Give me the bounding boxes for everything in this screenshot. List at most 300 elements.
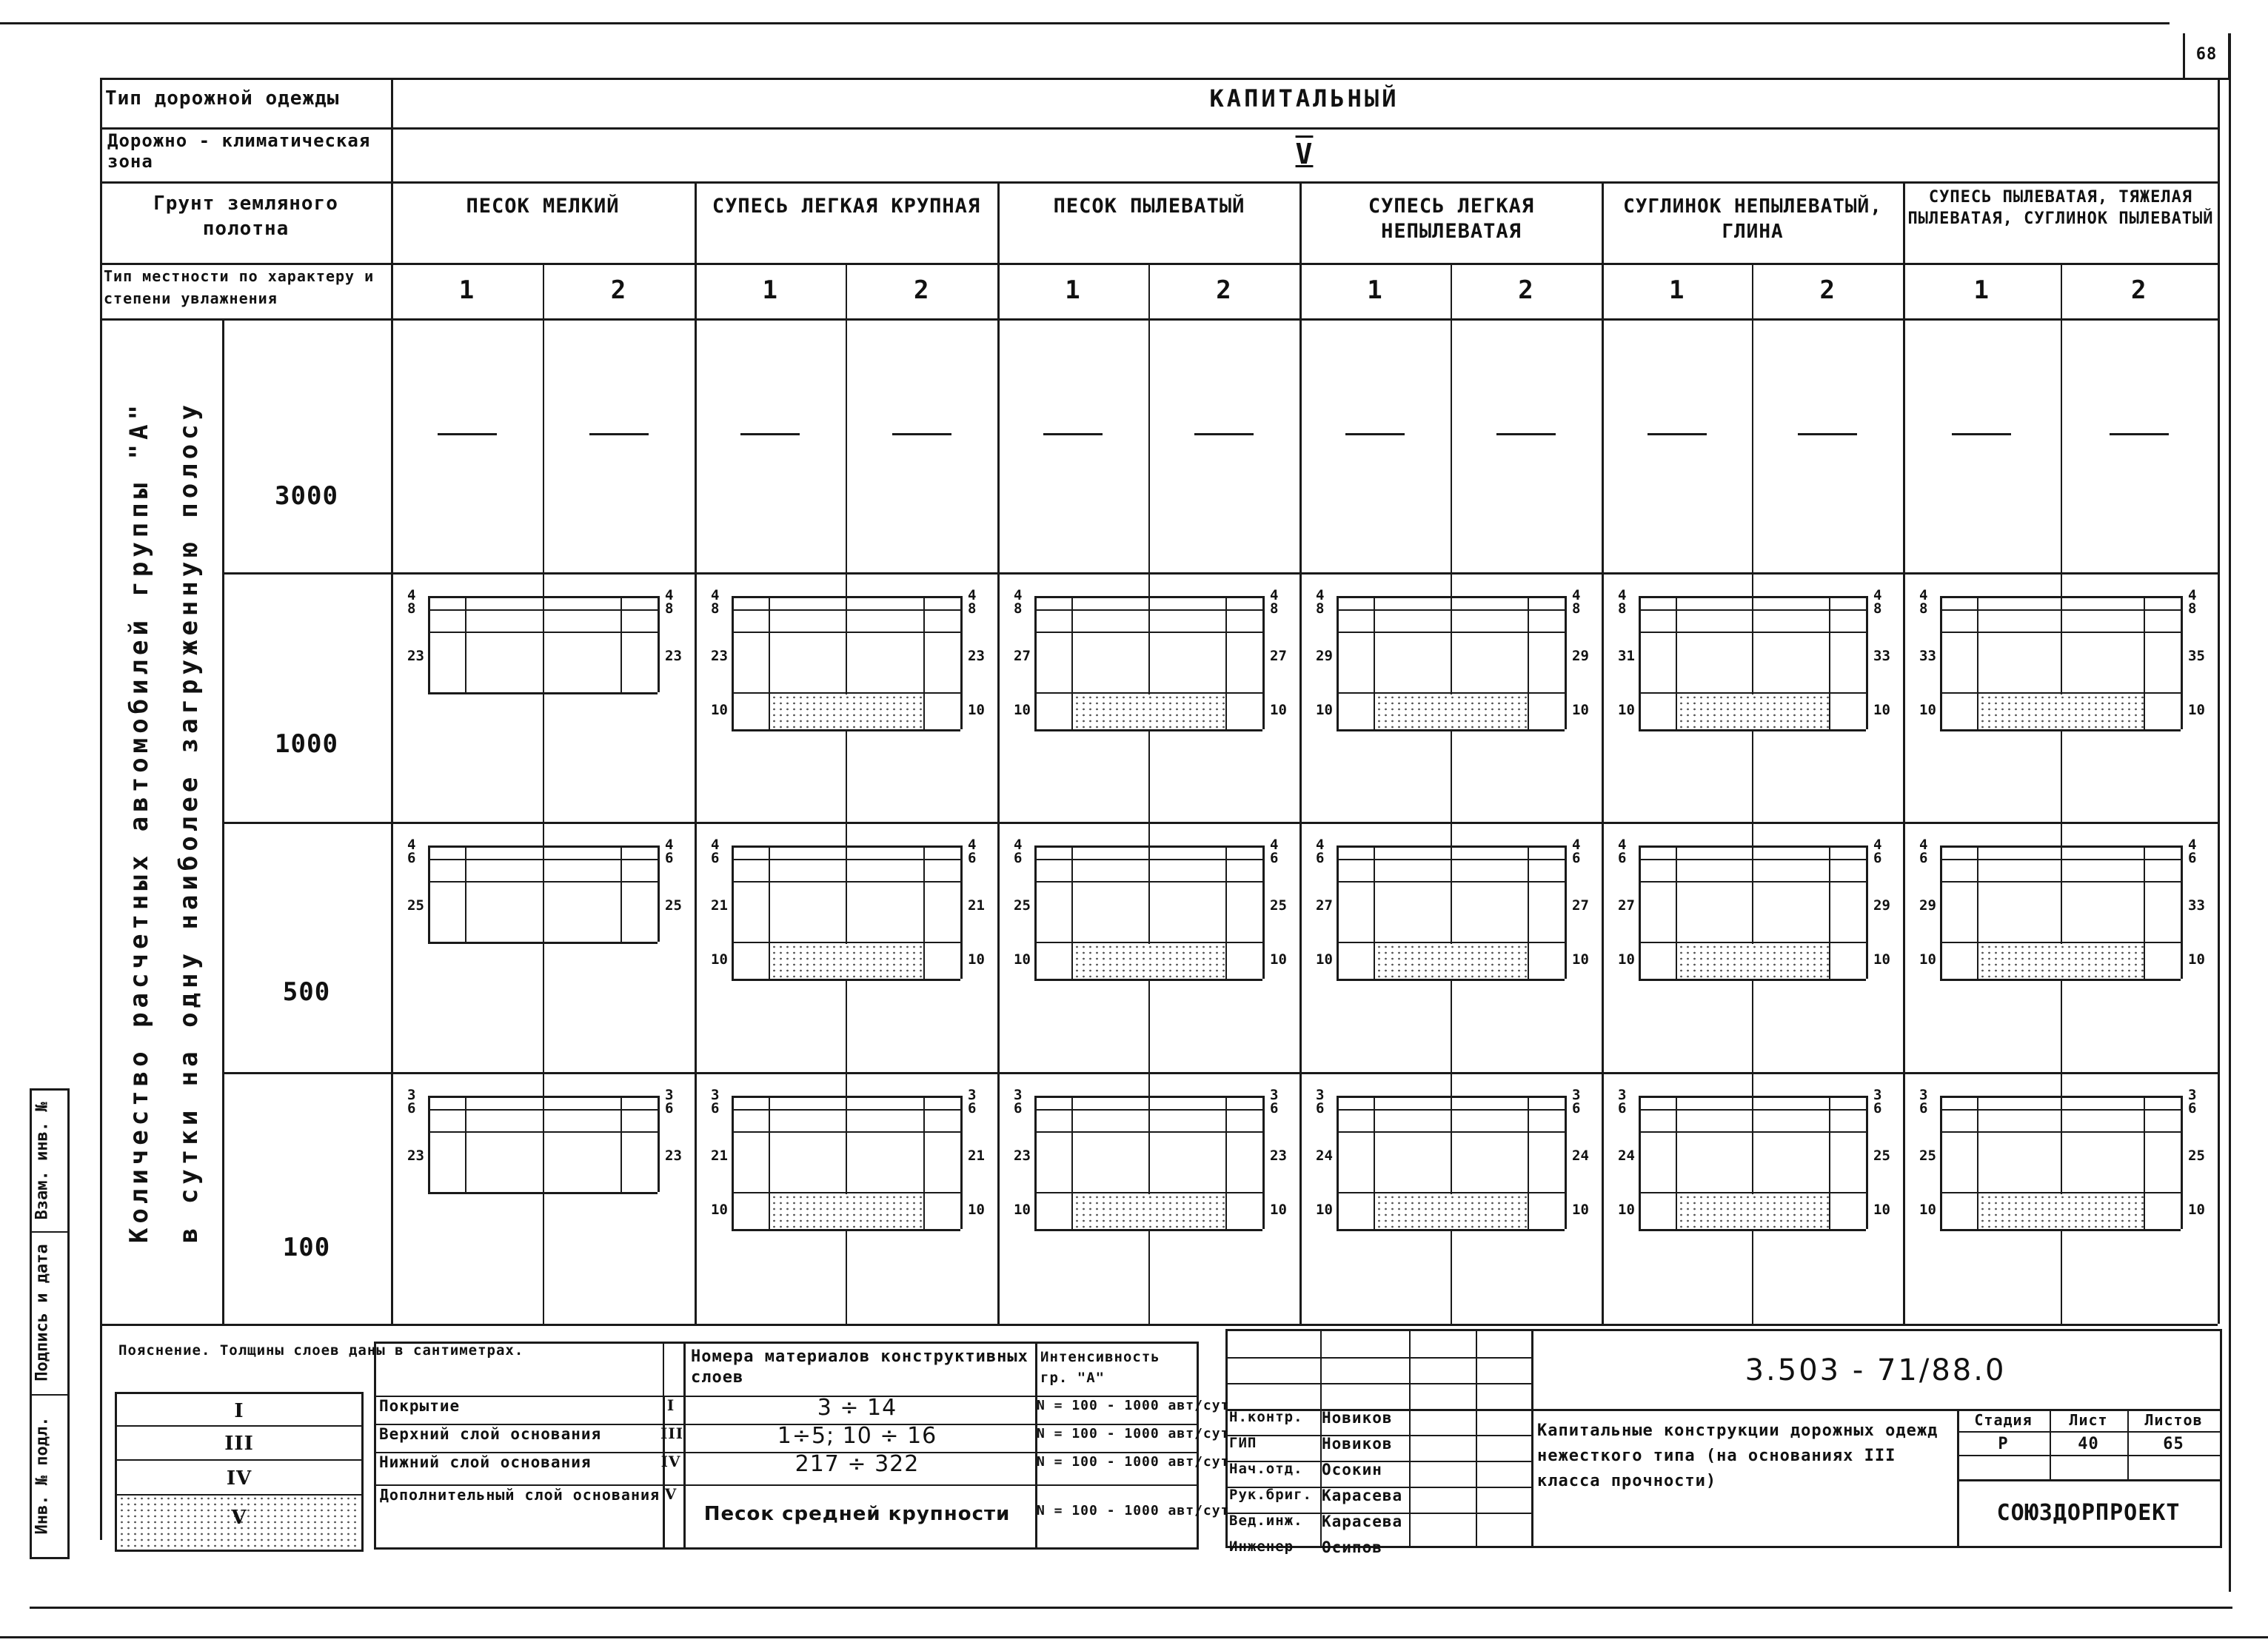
section-edge [1262, 845, 1265, 979]
staff-name: Осокин [1322, 1461, 1382, 1478]
section-inner-edge [1071, 692, 1073, 729]
section-inner-edge [2144, 692, 2145, 729]
section-edge [1940, 596, 1942, 729]
layer-thickness-left: 10 [1014, 702, 1031, 718]
sand-layer-hatch [1678, 1194, 1829, 1229]
section-edge [1565, 596, 1567, 729]
section-inner-edge [1676, 692, 1677, 729]
subgrade-label: Грунт земляного полотна [153, 192, 338, 240]
section-layer-line [1639, 1096, 1866, 1098]
sand-layer-hatch [771, 944, 923, 979]
layer-thickness-left: 6 [1316, 1100, 1325, 1116]
layer-thickness-right: 10 [968, 1202, 985, 1218]
grid-line [222, 318, 224, 1324]
section-inner-edge [769, 692, 770, 729]
section-edge [1565, 1096, 1567, 1229]
section-layer-line [732, 729, 960, 731]
section-layer-line [1337, 859, 1565, 860]
section-edge [658, 845, 660, 942]
soil-header-3: ПЕСОК ПЫЛЕВАТЫЙ [1053, 195, 1245, 218]
title-row-line [1957, 1479, 2220, 1481]
stamp-label-inventory: Инв. № подл. [33, 1416, 52, 1535]
grid-line [2218, 78, 2220, 1324]
section-layer-line [732, 596, 960, 598]
legend-intensity: N = 100 - 1000 авт/сут [1037, 1503, 1230, 1518]
section-inner-edge [1225, 845, 1227, 942]
layer-thickness-left: 25 [407, 897, 424, 914]
section-edge [732, 596, 734, 729]
section-layer-line [428, 1192, 658, 1194]
section-inner-edge [923, 596, 925, 692]
section-inner-edge [1977, 1192, 1978, 1229]
grid-line [1752, 263, 1753, 1324]
no-construction-dash [2110, 433, 2169, 435]
terrain-type-number: 2 [914, 275, 930, 305]
section-inner-edge [1071, 942, 1073, 979]
legend-materials: 3 ÷ 14 [817, 1395, 897, 1421]
section-edge [960, 1096, 963, 1229]
legend-symbol-3: III [224, 1433, 254, 1455]
terrain-type-number: 2 [1216, 275, 1232, 305]
layer-thickness-right: 4 [665, 587, 674, 603]
grid-line [2061, 263, 2062, 1324]
section-layer-line [1034, 979, 1262, 981]
section-layer-line [428, 1096, 658, 1098]
section-layer-line [1639, 1131, 1866, 1133]
section-layer-line [1034, 859, 1262, 860]
staff-name: Карасева [1322, 1513, 1403, 1530]
terrain-type-number: 2 [610, 275, 627, 305]
layer-thickness-left: 10 [711, 951, 728, 968]
layer-thickness-left: 8 [1919, 600, 1928, 617]
legend-col-line [663, 1396, 665, 1547]
section-inner-edge [1225, 1096, 1227, 1192]
layer-thickness-left: 23 [1014, 1148, 1031, 1164]
layer-thickness-left: 24 [1316, 1148, 1333, 1164]
section-layer-line [732, 632, 960, 633]
layer-thickness-right: 10 [1873, 951, 1890, 968]
section-layer-line [1337, 692, 1565, 694]
sand-layer-hatch [771, 694, 923, 729]
section-layer-line [1034, 1109, 1262, 1111]
layer-thickness-right: 8 [1873, 600, 1882, 617]
layer-thickness-left: 10 [711, 702, 728, 718]
section-inner-edge [1977, 1096, 1978, 1192]
section-layer-line [732, 609, 960, 611]
legend-intensity: N = 100 - 1000 авт/сут [1037, 1454, 1230, 1470]
section-edge [1940, 845, 1942, 979]
section-inner-edge [769, 596, 770, 692]
section-layer-line [428, 1109, 658, 1111]
legend-materials: Песок средней крупности [703, 1503, 1011, 1525]
section-layer-line [1639, 1229, 1866, 1231]
grid-line [695, 181, 697, 1324]
sheet-label: Лист [2069, 1411, 2108, 1429]
stamp-label-signature: Подпись и дата [33, 1244, 52, 1382]
section-edge [428, 845, 430, 942]
layer-thickness-right: 6 [2188, 1100, 2197, 1116]
section-layer-line [428, 632, 658, 633]
layer-thickness-left: 3 [711, 1087, 720, 1103]
no-construction-dash [1648, 433, 1707, 435]
layer-thickness-left: 4 [1618, 837, 1627, 853]
section-layer-line [1337, 596, 1565, 598]
top-trim-line [0, 22, 2170, 24]
section-edge [2181, 1096, 2183, 1229]
section-layer-line [1034, 609, 1262, 611]
section-inner-edge [2144, 942, 2145, 979]
layer-thickness-left: 4 [1014, 837, 1023, 853]
section-layer-line [1639, 596, 1866, 598]
title-row-line [1957, 1431, 2220, 1433]
section-edge [428, 1096, 430, 1192]
section-edge [1866, 845, 1868, 979]
layer-thickness-right: 35 [2188, 648, 2205, 664]
section-inner-edge [1225, 596, 1227, 692]
layer-thickness-left: 23 [407, 1148, 424, 1164]
section-layer-line [1337, 1229, 1565, 1231]
layer-thickness-left: 4 [1316, 587, 1325, 603]
section-edge [1866, 596, 1868, 729]
layer-thickness-left: 4 [1919, 837, 1928, 853]
section-edge [1337, 596, 1339, 729]
section-inner-edge [1977, 845, 1978, 942]
section-layer-line [732, 979, 960, 981]
section-layer-line [428, 596, 658, 598]
section-layer-line [1639, 609, 1866, 611]
layer-thickness-right: 23 [1270, 1148, 1287, 1164]
section-layer-line [1034, 1096, 1262, 1098]
section-inner-edge [1374, 692, 1375, 729]
layer-thickness-left: 27 [1618, 897, 1635, 914]
layer-thickness-right: 10 [1270, 951, 1287, 968]
section-layer-line [1639, 1109, 1866, 1111]
sand-layer-hatch [1979, 1194, 2144, 1229]
section-layer-line [732, 692, 960, 694]
section-edge [1262, 596, 1265, 729]
layer-thickness-left: 6 [1014, 850, 1023, 866]
legend-layer-name: Дополнительный слой основания [379, 1486, 660, 1504]
legend-symbol-divider [117, 1459, 361, 1461]
layer-thickness-right: 25 [2188, 1148, 2205, 1164]
stamp-divider [32, 1394, 67, 1396]
layer-thickness-right: 23 [968, 648, 985, 664]
sand-layer-hatch [1074, 694, 1225, 729]
section-edge [960, 845, 963, 979]
stage-value: Р [1998, 1435, 2009, 1453]
layer-thickness-left: 25 [1919, 1148, 1936, 1164]
terrain-label: Тип местности по характеру и степени увлажнения [104, 267, 375, 307]
layer-thickness-left: 10 [1618, 1202, 1635, 1218]
layer-thickness-right: 3 [1270, 1087, 1279, 1103]
section-layer-line [732, 942, 960, 943]
pavement-type-label: Тип дорожной одежды [105, 87, 340, 110]
layer-thickness-left: 10 [1919, 951, 1936, 968]
section-layer-line [1034, 596, 1262, 598]
no-construction-dash [1194, 433, 1254, 435]
layer-thickness-left: 10 [1014, 1202, 1031, 1218]
staff-role: Нач.отд. [1229, 1461, 1303, 1477]
layer-thickness-left: 24 [1618, 1148, 1635, 1164]
sand-layer-hatch [1678, 694, 1829, 729]
layer-thickness-right: 6 [1572, 1100, 1581, 1116]
layer-thickness-left: 4 [1316, 837, 1325, 853]
section-layer-line [1337, 979, 1565, 981]
terrain-type-number: 2 [1518, 275, 1534, 305]
layer-thickness-right: 10 [1270, 702, 1287, 718]
section-inner-edge [1829, 1192, 1830, 1229]
section-inner-edge [2144, 1096, 2145, 1192]
layer-thickness-right: 21 [968, 897, 985, 914]
sand-layer-hatch [1376, 1194, 1528, 1229]
section-layer-line [1034, 1131, 1262, 1133]
sand-layer-hatch [1979, 694, 2144, 729]
legend-symbol-5: V [231, 1507, 247, 1529]
layer-thickness-right: 6 [1270, 1100, 1279, 1116]
terrain-type-number: 2 [1819, 275, 1836, 305]
section-inner-edge [769, 1096, 770, 1192]
section-inner-edge [1374, 1192, 1375, 1229]
layer-thickness-right: 27 [1572, 897, 1589, 914]
no-construction-dash [1043, 433, 1103, 435]
section-layer-line [1940, 979, 2181, 981]
section-inner-edge [1829, 1096, 1830, 1192]
drawing-description: Капитальные конструкции дорожных одежд нежесткого типа (на основаниях III класса прочности) [1537, 1421, 1938, 1490]
grid-line [997, 181, 1000, 1324]
section-inner-edge [1374, 942, 1375, 979]
section-inner-edge [769, 942, 770, 979]
drawing-code: 3.503 - 71/88.0 [1745, 1353, 2007, 1387]
legend-intensity: N = 100 - 1000 авт/сут [1037, 1398, 1230, 1413]
layer-thickness-left: 33 [1919, 648, 1936, 664]
layer-thickness-left: 27 [1014, 648, 1031, 664]
no-construction-dash [438, 433, 497, 435]
layer-thickness-right: 4 [968, 587, 977, 603]
section-edge [1034, 596, 1037, 729]
section-inner-edge [1977, 942, 1978, 979]
staff-role: ГИП [1229, 1435, 1257, 1451]
no-construction-dash [740, 433, 800, 435]
section-layer-line [1337, 881, 1565, 883]
section-inner-edge [769, 1192, 770, 1229]
layer-thickness-left: 10 [1316, 702, 1333, 718]
layer-thickness-left: 4 [1618, 587, 1627, 603]
section-inner-edge [465, 845, 466, 942]
layer-thickness-left: 4 [1919, 587, 1928, 603]
section-layer-line [428, 845, 658, 848]
layer-thickness-left: 4 [711, 837, 720, 853]
section-inner-edge [1676, 942, 1677, 979]
no-construction-dash [1345, 433, 1405, 435]
section-edge [732, 845, 734, 979]
grid-line [846, 263, 847, 1324]
layer-thickness-left: 6 [1618, 1100, 1627, 1116]
layer-thickness-left: 4 [1014, 587, 1023, 603]
section-layer-line [1337, 1131, 1565, 1133]
section-inner-edge [1977, 692, 1978, 729]
layer-thickness-left: 8 [1316, 600, 1325, 617]
section-edge [1337, 1096, 1339, 1229]
grid-line [100, 78, 102, 1540]
layer-thickness-left: 4 [407, 837, 416, 853]
section-layer-line [1034, 942, 1262, 943]
grid-line [100, 127, 2218, 130]
section-inner-edge [1071, 845, 1073, 942]
layer-thickness-left: 6 [1316, 850, 1325, 866]
legend-layer-roman: V [664, 1485, 678, 1503]
layer-thickness-right: 10 [1572, 702, 1589, 718]
legend-symbols [115, 1392, 364, 1552]
staff-role: Вед.инж. [1229, 1513, 1303, 1529]
section-inner-edge [465, 1096, 466, 1192]
section-layer-line [732, 1109, 960, 1111]
layer-thickness-right: 4 [2188, 837, 2197, 853]
layer-thickness-right: 4 [1572, 587, 1581, 603]
section-layer-line [1639, 942, 1866, 943]
layer-thickness-left: 23 [711, 648, 728, 664]
no-construction-dash [1798, 433, 1857, 435]
terrain-type-number: 1 [1973, 275, 1990, 305]
layer-thickness-right: 10 [1270, 1202, 1287, 1218]
layer-thickness-left: 21 [711, 897, 728, 914]
staff-name: Осипов [1322, 1538, 1382, 1556]
sheet-value: 40 [2078, 1435, 2099, 1453]
sand-layer-hatch [1376, 944, 1528, 979]
section-edge [1337, 845, 1339, 979]
layer-thickness-left: 31 [1618, 648, 1635, 664]
traffic-500: 500 [282, 977, 331, 1007]
grid-line [543, 263, 544, 1324]
section-layer-line [732, 1229, 960, 1231]
section-layer-line [428, 859, 658, 860]
section-inner-edge [1676, 1096, 1677, 1192]
section-edge [1639, 596, 1641, 729]
pavement-type-value: КАПИТАЛЬНЫЙ [1209, 84, 1399, 113]
sand-layer-hatch [1678, 944, 1829, 979]
section-edge [2181, 596, 2183, 729]
section-inner-edge [2144, 596, 2145, 692]
layer-thickness-right: 3 [1572, 1087, 1581, 1103]
legend-intensity: N = 100 - 1000 авт/сут [1037, 1426, 1230, 1441]
page-number: 68 [2195, 45, 2218, 64]
sand-layer-hatch [1074, 1194, 1225, 1229]
traffic-label-line2: в сутки на одну наиболее загруженную полосу [174, 400, 204, 1244]
section-inner-edge [1071, 1192, 1073, 1229]
layer-thickness-right: 4 [1270, 587, 1279, 603]
layer-thickness-right: 4 [1873, 587, 1882, 603]
frame-bottom-edge [30, 1607, 2232, 1609]
traffic-label-line1: Количество расчетных автомобилей группы "А" [124, 400, 154, 1244]
layer-thickness-right: 4 [1572, 837, 1581, 853]
layer-thickness-right: 6 [2188, 850, 2197, 866]
section-inner-edge [1528, 596, 1529, 692]
layer-thickness-left: 6 [407, 850, 416, 866]
soil-header-4: СУПЕСЬ ЛЕГКАЯ НЕПЫЛЕВАТАЯ [1368, 195, 1535, 243]
layer-thickness-right: 24 [1572, 1148, 1589, 1164]
layer-thickness-right: 10 [2188, 1202, 2205, 1218]
section-inner-edge [923, 845, 925, 942]
section-layer-line [732, 881, 960, 883]
layer-thickness-left: 8 [1014, 600, 1023, 617]
layer-thickness-right: 4 [665, 837, 674, 853]
layer-thickness-right: 3 [2188, 1087, 2197, 1103]
layer-thickness-right: 23 [665, 1148, 682, 1164]
layer-thickness-left: 10 [1014, 951, 1031, 968]
layer-thickness-left: 10 [1919, 1202, 1936, 1218]
sheets-value: 65 [2163, 1435, 2184, 1453]
layer-thickness-left: 6 [1014, 1100, 1023, 1116]
legend-note: Пояснение. Толщины слоев даны в сантиметрах. [118, 1342, 524, 1359]
layer-thickness-right: 33 [1873, 648, 1890, 664]
grid-line [100, 181, 2218, 184]
layer-thickness-left: 21 [711, 1148, 728, 1164]
soil-header-2: СУПЕСЬ ЛЕГКАЯ КРУПНАЯ [712, 195, 981, 218]
layer-thickness-left: 3 [1618, 1087, 1627, 1103]
layer-thickness-left: 4 [711, 587, 720, 603]
section-inner-edge [620, 1096, 622, 1192]
section-layer-line [1034, 1229, 1262, 1231]
grid-line [222, 822, 2218, 824]
terrain-type-number: 1 [1065, 275, 1081, 305]
section-inner-edge [1374, 845, 1375, 942]
staff-role: Инженер [1229, 1538, 1294, 1555]
section-inner-edge [1528, 1192, 1529, 1229]
section-inner-edge [1829, 596, 1830, 692]
legend-layer-name: Покрытие [379, 1397, 461, 1415]
layer-thickness-right: 10 [968, 702, 985, 718]
terrain-type-number: 1 [1367, 275, 1383, 305]
soil-header-1: ПЕСОК МЕЛКИЙ [466, 195, 620, 218]
section-layer-line [428, 609, 658, 611]
section-inner-edge [1225, 692, 1227, 729]
section-inner-edge [769, 845, 770, 942]
organization: СОЮЗДОРПРОЕКТ [1996, 1500, 2181, 1526]
soil-header-6: СУПЕСЬ ПЫЛЕВАТАЯ, ТЯЖЕЛАЯ ПЫЛЕВАТАЯ, СУГЛИНОК ПЫЛЕВАТЫЙ [1907, 188, 2214, 228]
layer-thickness-left: 6 [407, 1100, 416, 1116]
layer-thickness-right: 4 [968, 837, 977, 853]
section-layer-line [1639, 881, 1866, 883]
no-construction-dash [589, 433, 649, 435]
climate-zone-label: Дорожно - климатическая зона [107, 130, 371, 172]
section-inner-edge [620, 845, 622, 942]
layer-thickness-left: 6 [1618, 850, 1627, 866]
section-layer-line [1639, 859, 1866, 860]
section-edge [658, 596, 660, 692]
bottom-trim-line [0, 1636, 2268, 1638]
layer-thickness-right: 10 [2188, 702, 2205, 718]
section-layer-line [1034, 1192, 1262, 1193]
grid-line [1299, 181, 1302, 1324]
section-edge [1639, 845, 1641, 979]
grid-line [1451, 263, 1452, 1324]
layer-thickness-right: 10 [1572, 951, 1589, 968]
section-edge [1565, 845, 1567, 979]
sheets-label: Листов [2144, 1411, 2203, 1429]
layer-thickness-left: 10 [1919, 702, 1936, 718]
layer-thickness-right: 21 [968, 1148, 985, 1164]
layer-thickness-right: 8 [1572, 600, 1581, 617]
grid-line [100, 1324, 2218, 1326]
layer-thickness-right: 6 [665, 1100, 674, 1116]
staff-name: Новиков [1322, 1435, 1393, 1453]
section-layer-line [428, 692, 658, 694]
section-inner-edge [1528, 942, 1529, 979]
layer-thickness-left: 29 [1316, 648, 1333, 664]
section-layer-line [1639, 692, 1866, 694]
layer-thickness-left: 10 [1316, 1202, 1333, 1218]
title-row-line [1957, 1455, 2220, 1456]
section-edge [658, 1096, 660, 1192]
